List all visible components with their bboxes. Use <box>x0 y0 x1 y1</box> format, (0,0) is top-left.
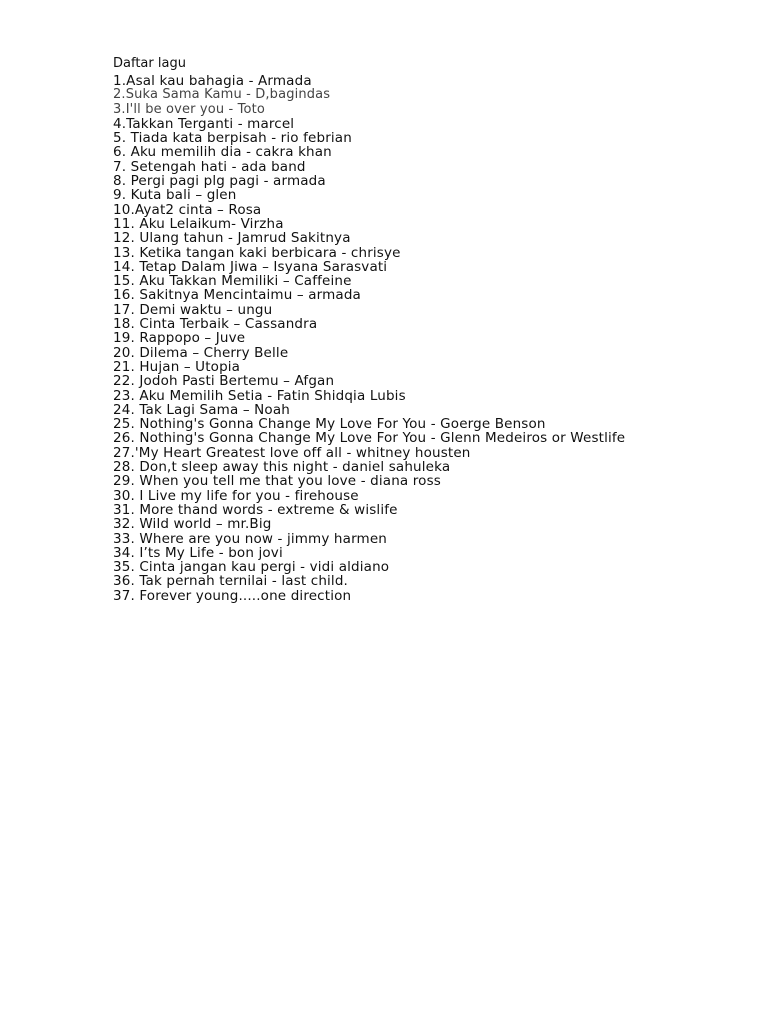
song-item: 22. Jodoh Pasti Bertemu – Afgan <box>113 373 335 390</box>
song-item: 6. Aku memilih dia - cakra khan <box>113 144 332 161</box>
song-item: 11. Aku Lelaikum- Virzha <box>113 215 284 232</box>
song-item: 32. Wild world – mr.Big <box>113 516 272 533</box>
song-item: 3.I'll be over you - Toto <box>113 101 265 117</box>
song-item: 28. Don,t sleep away this night - daniel sahuleka <box>113 459 451 476</box>
song-item: 23. Aku Memilih Setia - Fatin Shidqia Lubis <box>113 387 406 404</box>
song-item: 30. I Live my life for you - firehouse <box>113 487 359 504</box>
song-list <box>113 74 753 603</box>
song-item: 4.Takkan Terganti - marcel <box>113 115 295 132</box>
song-item: 10.Ayat2 cinta – Rosa <box>113 201 262 218</box>
song-item: 27.'My Heart Greatest love off all - whitney housten <box>113 444 471 461</box>
song-item: 2.Suka Sama Kamu - D,bagindas <box>113 87 331 103</box>
song-item: 17. Demi waktu – ungu <box>113 301 273 318</box>
document-title: Daftar lagu <box>113 56 186 71</box>
song-item: 1.Asal kau bahagia - Armada <box>113 73 312 89</box>
song-item: 25. Nothing's Gonna Change My Love For You - Goerge Benson <box>113 416 546 433</box>
song-item: 8. Pergi pagi plg pagi - armada <box>113 173 326 190</box>
song-item: 24. Tak Lagi Sama – Noah <box>113 401 290 418</box>
song-item: 19. Rappopo – Juve <box>113 330 246 347</box>
song-item: 16. Sakitnya Mencintaimu – armada <box>113 287 361 304</box>
song-item: 13. Ketika tangan kaki berbicara - chrisye <box>113 244 401 261</box>
song-item: 20. Dilema – Cherry Belle <box>113 344 289 361</box>
song-item: 31. More thand words - extreme & wislife <box>113 501 398 518</box>
song-item: 35. Cinta jangan kau pergi - vidi aldiano <box>113 559 390 576</box>
song-item: 18. Cinta Terbaik – Cassandra <box>113 316 318 333</box>
song-item: 26. Nothing's Gonna Change My Love For You - Glenn Medeiros or Westlife <box>113 430 626 447</box>
song-item: 36. Tak pernah ternilai - last child. <box>113 573 348 590</box>
document-page <box>113 56 753 603</box>
song-item: 34. I’ts My Life - bon jovi <box>113 544 283 561</box>
song-item: 37. Forever young.....one direction <box>113 587 352 604</box>
song-item: 7. Setengah hati - ada band <box>113 158 306 175</box>
song-item: 33. Where are you now - jimmy harmen <box>113 530 387 547</box>
song-item: 21. Hujan – Utopia <box>113 358 241 375</box>
song-item: 9. Kuta bali – glen <box>113 187 237 204</box>
song-item: 12. Ulang tahun - Jamrud Sakitnya <box>113 230 351 247</box>
song-item: 29. When you tell me that you love - diana ross <box>113 473 441 490</box>
song-item: 14. Tetap Dalam Jiwa – Isyana Sarasvati <box>113 258 388 275</box>
song-item: 5. Tiada kata berpisah - rio febrian <box>113 130 352 147</box>
song-item: 15. Aku Takkan Memiliki – Caffeine <box>113 273 352 290</box>
